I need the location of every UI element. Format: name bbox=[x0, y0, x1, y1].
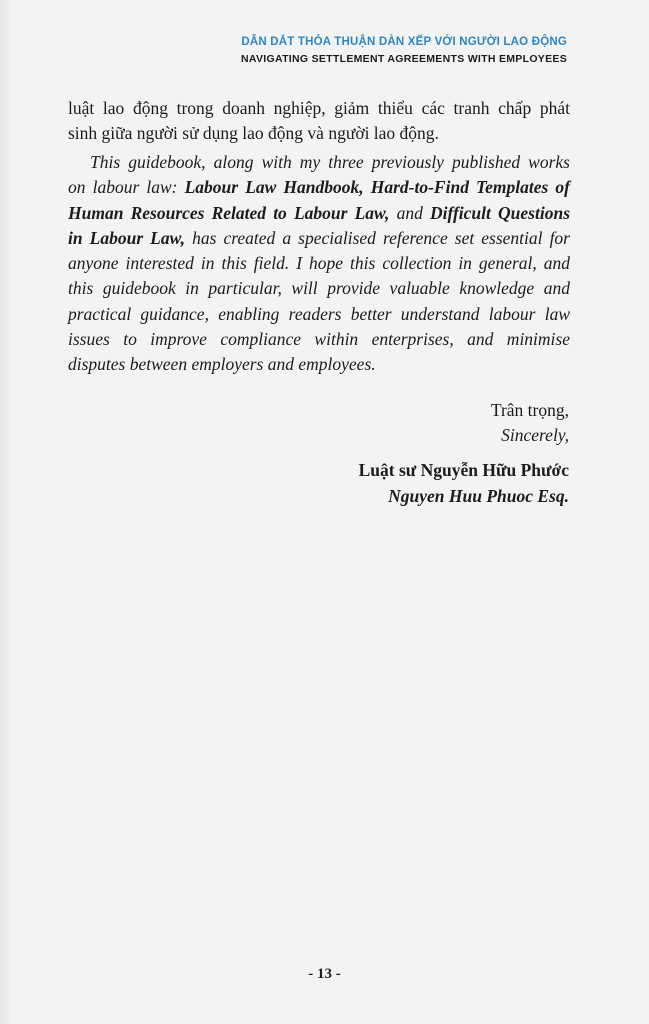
closing-vi: Trân trọng, bbox=[490, 400, 569, 420]
en-paragraph-line: practical guidance, enabling readers better understand labour law bbox=[68, 303, 570, 324]
en-paragraph-line: This guidebook, along with my three previously published works bbox=[90, 152, 570, 172]
signature-name-vi: Luật sư Nguyễn Hữu Phước bbox=[358, 460, 569, 480]
vietnamese-paragraph bbox=[68, 96, 570, 147]
en-paragraph-line: issues to improve compliance within enterprises, and minimise bbox=[68, 329, 570, 350]
en-paragraph-line bbox=[68, 201, 570, 226]
book-title-labour-law-handbook: Labour Law Handbook, Hard-to-Find Templates of bbox=[184, 177, 570, 198]
en-text: and bbox=[389, 202, 430, 223]
en-paragraph-line: anyone interested in this field. I hope this collection in general, and bbox=[68, 253, 570, 274]
signature-block bbox=[359, 458, 569, 509]
english-paragraph bbox=[68, 150, 570, 378]
header-title-vi: DẪN DẮT THỎA THUẬN DÀN XẾP VỚI NGƯỜI LAO ĐỘNG bbox=[241, 36, 567, 48]
en-paragraph-line: disputes between employers and employees. bbox=[68, 354, 376, 375]
book-title-difficult-questions-cont: in Labour Law, bbox=[68, 227, 186, 248]
header-title-en: NAVIGATING SETTLEMENT AGREEMENTS WITH EMPLOYEES bbox=[241, 53, 567, 65]
en-paragraph-line bbox=[68, 226, 570, 251]
book-title-difficult-questions: Difficult Questions bbox=[429, 202, 571, 223]
closing-salutation bbox=[491, 398, 569, 448]
vi-paragraph-line: luật lao động trong doanh nghiệp, giảm thiểu các tranh chấp phát bbox=[68, 98, 570, 118]
vi-paragraph-line: sinh giữa người sử dụng lao động và người lao động. bbox=[68, 123, 439, 144]
closing-en: Sincerely, bbox=[501, 425, 569, 445]
en-paragraph-line: this guidebook in particular, will provide valuable knowledge and bbox=[68, 278, 570, 299]
signature-name-en: Nguyen Huu Phuoc Esq. bbox=[388, 485, 569, 506]
page-edge-shadow bbox=[0, 0, 12, 1024]
page-number: - 13 - bbox=[308, 966, 341, 982]
running-header bbox=[241, 35, 567, 67]
en-paragraph-line bbox=[68, 175, 570, 200]
en-text: has created a specialised reference set essential for bbox=[185, 227, 570, 248]
book-title-hr-templates: Human Resources Related to Labour Law, bbox=[68, 202, 390, 223]
en-text: on labour law: bbox=[68, 177, 185, 198]
